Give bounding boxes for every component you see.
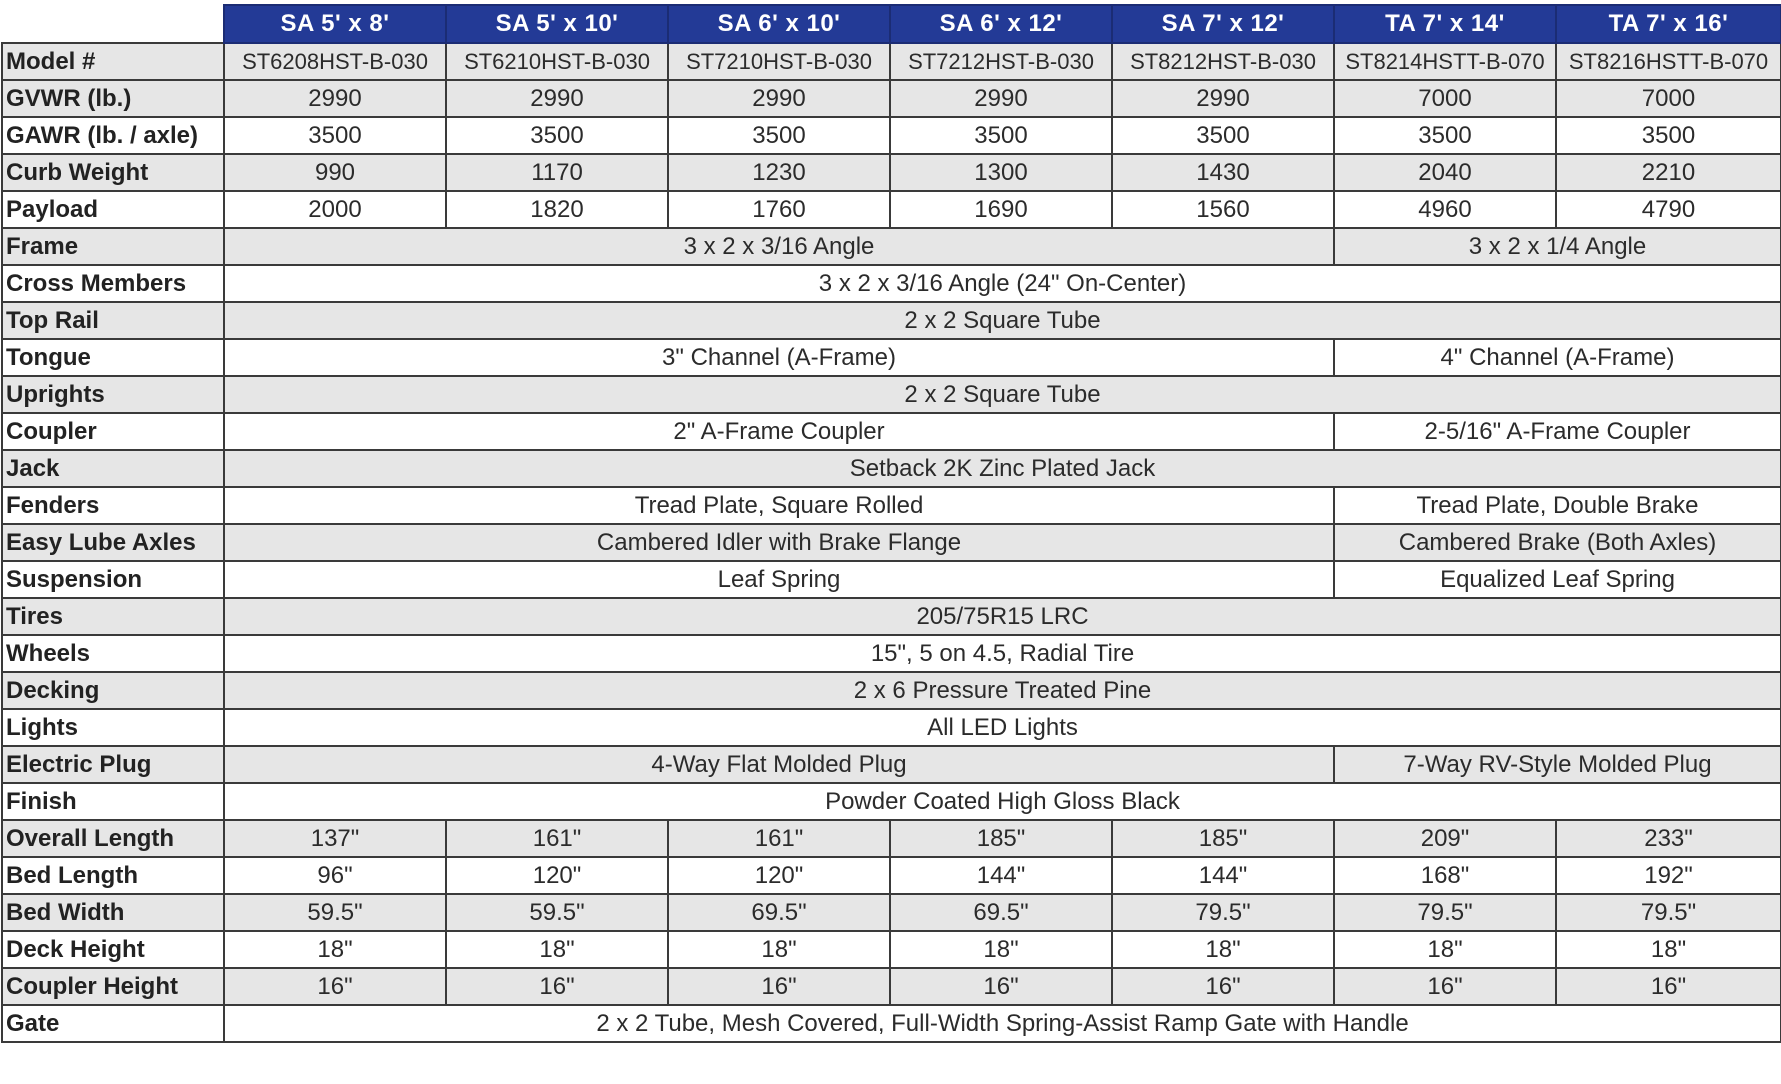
row-label: Frame [2, 228, 224, 265]
header-row [2, 5, 1781, 43]
cell: ST6208HST-B-030 [224, 43, 446, 80]
row-suspension [2, 561, 1781, 598]
spec-table [1, 4, 1781, 1043]
cell: 161" [446, 820, 668, 857]
cell: 79.5" [1112, 894, 1334, 931]
row-label: Lights [2, 709, 224, 746]
row-label: Coupler [2, 413, 224, 450]
row-uprights [2, 376, 1781, 413]
cell: 990 [224, 154, 446, 191]
row-label: Curb Weight [2, 154, 224, 191]
row-label: Bed Length [2, 857, 224, 894]
cell: 1820 [446, 191, 668, 228]
cell: 59.5" [446, 894, 668, 931]
cell: 18" [224, 931, 446, 968]
row-cross-members [2, 265, 1781, 302]
cell: 69.5" [890, 894, 1112, 931]
row-bed-length [2, 857, 1781, 894]
cell: 137" [224, 820, 446, 857]
cell: 16" [1112, 968, 1334, 1005]
cell: 144" [890, 857, 1112, 894]
cell: 1560 [1112, 191, 1334, 228]
cell: 69.5" [668, 894, 890, 931]
row-top-rail [2, 302, 1781, 339]
cell-sa: 3 x 2 x 3/16 Angle [224, 228, 1334, 265]
cell-ta: Tread Plate, Double Brake [1334, 487, 1781, 524]
row-deck-height [2, 931, 1781, 968]
cell: 2040 [1334, 154, 1556, 191]
cell: 2990 [668, 80, 890, 117]
cell: 1170 [446, 154, 668, 191]
cell-sa: Tread Plate, Square Rolled [224, 487, 1334, 524]
column-header: SA 6' x 10' [668, 5, 890, 43]
cell: 18" [668, 931, 890, 968]
cell: 4790 [1556, 191, 1781, 228]
row-jack [2, 450, 1781, 487]
row-label: Coupler Height [2, 968, 224, 1005]
column-header: SA 5' x 10' [446, 5, 668, 43]
row-coupler-height [2, 968, 1781, 1005]
cell: 3500 [1112, 117, 1334, 154]
cell: 16" [446, 968, 668, 1005]
cell: 79.5" [1334, 894, 1556, 931]
cell: 18" [1112, 931, 1334, 968]
row-label: Easy Lube Axles [2, 524, 224, 561]
row-bed-width [2, 894, 1781, 931]
cell: 1300 [890, 154, 1112, 191]
cell: 96" [224, 857, 446, 894]
cell: 3500 [1556, 117, 1781, 154]
cell: 16" [224, 968, 446, 1005]
cell: 2210 [1556, 154, 1781, 191]
cell: 18" [446, 931, 668, 968]
cell-all: 205/75R15 LRC [224, 598, 1781, 635]
row-curb-weight [2, 154, 1781, 191]
row-label: Cross Members [2, 265, 224, 302]
cell-ta: Equalized Leaf Spring [1334, 561, 1781, 598]
column-header: TA 7' x 16' [1556, 5, 1781, 43]
cell-ta: 3 x 2 x 1/4 Angle [1334, 228, 1781, 265]
cell-sa: Leaf Spring [224, 561, 1334, 598]
cell-sa: 3" Channel (A-Frame) [224, 339, 1334, 376]
cell: 1230 [668, 154, 890, 191]
cell-all: 2 x 2 Square Tube [224, 376, 1781, 413]
row-label: Bed Width [2, 894, 224, 931]
cell: 120" [446, 857, 668, 894]
cell-sa: Cambered Idler with Brake Flange [224, 524, 1334, 561]
row-label: Gate [2, 1005, 224, 1042]
cell: 192" [1556, 857, 1781, 894]
cell: 2990 [1112, 80, 1334, 117]
row-label: Overall Length [2, 820, 224, 857]
cell: 7000 [1556, 80, 1781, 117]
header-corner [2, 5, 224, 43]
cell: 79.5" [1556, 894, 1781, 931]
cell-all: 3 x 2 x 3/16 Angle (24" On-Center) [224, 265, 1781, 302]
row-tongue [2, 339, 1781, 376]
row-payload [2, 191, 1781, 228]
row-easy-lube-axles [2, 524, 1781, 561]
row-label: Suspension [2, 561, 224, 598]
cell-all: 2 x 2 Square Tube [224, 302, 1781, 339]
cell: 16" [668, 968, 890, 1005]
column-header: SA 7' x 12' [1112, 5, 1334, 43]
cell: 3500 [224, 117, 446, 154]
cell-all: 2 x 6 Pressure Treated Pine [224, 672, 1781, 709]
column-header: SA 5' x 8' [224, 5, 446, 43]
cell: 1690 [890, 191, 1112, 228]
row-tires [2, 598, 1781, 635]
cell: 2990 [224, 80, 446, 117]
cell: 120" [668, 857, 890, 894]
cell: 185" [1112, 820, 1334, 857]
row-label: GVWR (lb.) [2, 80, 224, 117]
cell: 4960 [1334, 191, 1556, 228]
cell: 144" [1112, 857, 1334, 894]
cell: ST8216HSTT-B-070 [1556, 43, 1781, 80]
cell: 7000 [1334, 80, 1556, 117]
cell: 2990 [890, 80, 1112, 117]
cell: 161" [668, 820, 890, 857]
cell: 2000 [224, 191, 446, 228]
row-label: Decking [2, 672, 224, 709]
cell-all: Setback 2K Zinc Plated Jack [224, 450, 1781, 487]
cell: ST8212HST-B-030 [1112, 43, 1334, 80]
row-label: Fenders [2, 487, 224, 524]
row-fenders [2, 487, 1781, 524]
cell: 1760 [668, 191, 890, 228]
row-label: Model # [2, 43, 224, 80]
cell: 209" [1334, 820, 1556, 857]
cell: ST7210HST-B-030 [668, 43, 890, 80]
row-finish [2, 783, 1781, 820]
row-coupler [2, 413, 1781, 450]
row-overall-length [2, 820, 1781, 857]
cell: 3500 [1334, 117, 1556, 154]
cell: 18" [1334, 931, 1556, 968]
cell-sa: 4-Way Flat Molded Plug [224, 746, 1334, 783]
row-wheels [2, 635, 1781, 672]
cell-ta: Cambered Brake (Both Axles) [1334, 524, 1781, 561]
row-electric-plug [2, 746, 1781, 783]
cell-all: All LED Lights [224, 709, 1781, 746]
cell: ST8214HSTT-B-070 [1334, 43, 1556, 80]
row-gate [2, 1005, 1781, 1042]
cell-all: 15", 5 on 4.5, Radial Tire [224, 635, 1781, 672]
row-gawr [2, 117, 1781, 154]
cell: 16" [890, 968, 1112, 1005]
row-label: Payload [2, 191, 224, 228]
cell: 185" [890, 820, 1112, 857]
row-lights [2, 709, 1781, 746]
row-label: Deck Height [2, 931, 224, 968]
cell-all: 2 x 2 Tube, Mesh Covered, Full-Width Spring-Assist Ramp Gate with Handle [224, 1005, 1781, 1042]
row-frame [2, 228, 1781, 265]
column-header: TA 7' x 14' [1334, 5, 1556, 43]
row-label: Tires [2, 598, 224, 635]
row-label: Uprights [2, 376, 224, 413]
cell: 1430 [1112, 154, 1334, 191]
cell: 18" [1556, 931, 1781, 968]
row-label: Electric Plug [2, 746, 224, 783]
cell: 18" [890, 931, 1112, 968]
cell-sa: 2" A-Frame Coupler [224, 413, 1334, 450]
cell: 3500 [446, 117, 668, 154]
row-label: Finish [2, 783, 224, 820]
cell-ta: 7-Way RV-Style Molded Plug [1334, 746, 1781, 783]
cell: 16" [1556, 968, 1781, 1005]
row-label: Wheels [2, 635, 224, 672]
cell: ST6210HST-B-030 [446, 43, 668, 80]
cell: 2990 [446, 80, 668, 117]
cell: 3500 [890, 117, 1112, 154]
row-decking [2, 672, 1781, 709]
row-label: GAWR (lb. / axle) [2, 117, 224, 154]
cell: ST7212HST-B-030 [890, 43, 1112, 80]
cell-all: Powder Coated High Gloss Black [224, 783, 1781, 820]
row-gvwr [2, 80, 1781, 117]
cell: 168" [1334, 857, 1556, 894]
column-header: SA 6' x 12' [890, 5, 1112, 43]
cell: 16" [1334, 968, 1556, 1005]
row-label: Top Rail [2, 302, 224, 339]
row-label: Jack [2, 450, 224, 487]
row-label: Tongue [2, 339, 224, 376]
cell-ta: 2-5/16" A-Frame Coupler [1334, 413, 1781, 450]
cell: 59.5" [224, 894, 446, 931]
cell-ta: 4" Channel (A-Frame) [1334, 339, 1781, 376]
row-model [2, 43, 1781, 80]
cell: 233" [1556, 820, 1781, 857]
cell: 3500 [668, 117, 890, 154]
